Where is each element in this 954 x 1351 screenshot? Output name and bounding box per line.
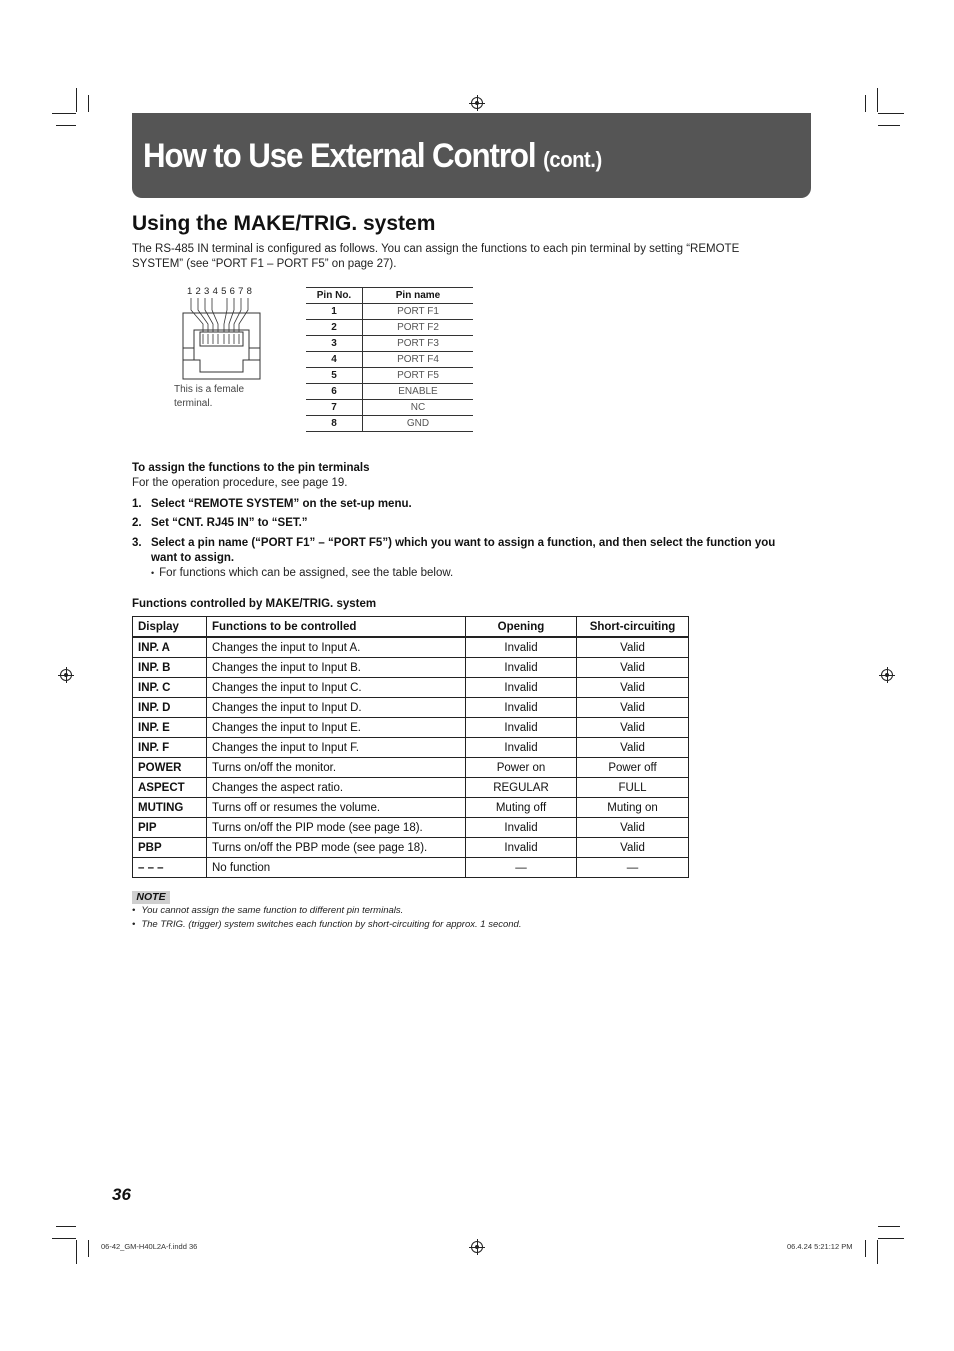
note-badge: NOTE [132,891,170,904]
pin-number: 5 [306,368,363,384]
table-row [133,838,689,858]
step-text: want to assign. [151,552,235,564]
registration-mark-icon [60,669,72,681]
function-cell: Changes the input to Input E. [207,718,466,738]
crop-mark [76,88,77,112]
opening-cell: Invalid [466,838,577,858]
page-title-main: How to Use External Control [143,137,536,175]
table-row [133,658,689,678]
step-3 [132,536,822,566]
page-number: 36 [112,1185,131,1204]
short-circuit-cell: Valid [577,678,689,698]
table-row [306,304,473,320]
display-cell: POWER [133,758,207,778]
registration-mark-icon [471,97,483,109]
display-cell: PBP [133,838,207,858]
header-cell-function: Functions to be controlled [207,617,466,638]
function-cell: Turns on/off the PBP mode (see page 18). [207,838,466,858]
display-cell: INP. F [133,738,207,758]
crop-mark [56,1226,76,1227]
opening-cell: — [466,858,577,878]
function-cell: Changes the input to Input A. [207,637,466,658]
opening-cell: Invalid [466,818,577,838]
pin-name: PORT F4 [363,352,474,368]
crop-mark [52,113,76,114]
table-row [306,400,473,416]
short-circuit-cell: Valid [577,738,689,758]
crop-mark [877,88,878,112]
display-cell: PIP [133,818,207,838]
note-text: You cannot assign the same function to different pin terminals. [141,905,404,916]
step-number: 3. [132,537,142,549]
short-circuit-cell: Valid [577,838,689,858]
crop-mark [52,1238,76,1239]
pin-name: GND [363,416,474,432]
header-cell-display: Display [133,617,207,638]
function-cell: Turns off or resumes the volume. [207,798,466,818]
procedure-heading: To assign the functions to the pin terminals [132,462,370,474]
pin-number: 6 [306,384,363,400]
display-cell: – – – [133,858,207,878]
pin-number: 2 [306,320,363,336]
pin-name: PORT F5 [363,368,474,384]
pin-table-header [306,288,473,304]
crop-mark [878,113,904,114]
table-row [306,336,473,352]
display-cell: INP. E [133,718,207,738]
crop-mark [878,125,900,126]
connector-note-line: This is a female [174,384,245,395]
step-text: Select “REMOTE SYSTEM” on the set-up menu. [151,498,412,510]
pin-name: PORT F1 [363,304,474,320]
note-text: The TRIG. (trigger) system switches each function by short-circuiting for approx. 1 second. [141,919,522,930]
table-row [306,368,473,384]
step-1 [132,497,812,512]
note-item [132,919,521,930]
table-row [306,352,473,368]
display-cell: INP. D [133,698,207,718]
crop-mark [76,1240,77,1264]
connector-pin-numbers: 1 2 3 4 5 6 7 8 [187,286,253,297]
functions-table-header [133,617,689,638]
short-circuit-cell: Valid [577,637,689,658]
display-cell: INP. C [133,678,207,698]
function-cell: Changes the input to Input B. [207,658,466,678]
pin-name: NC [363,400,474,416]
table-row [133,718,689,738]
table-row [133,798,689,818]
step-text: Select a pin name (“PORT F1” – “PORT F5”) which you want to assign a function, and then select the function you [151,537,776,549]
header-cell-short: Short-circuiting [577,617,689,638]
table-row [133,678,689,698]
table-row [133,818,689,838]
step-2 [132,516,812,531]
functions-table [132,616,689,878]
table-row [133,858,689,878]
short-circuit-cell: Valid [577,818,689,838]
table-row [306,320,473,336]
table-row [306,384,473,400]
header-cell-opening: Opening [466,617,577,638]
function-cell: Turns on/off the monitor. [207,758,466,778]
functions-table-body [133,637,689,878]
opening-cell: Invalid [466,738,577,758]
rj45-connector-icon [180,296,264,382]
crop-mark [56,125,76,126]
pin-table-header-cell: Pin name [363,288,474,304]
date-slug: 06.4.24 5:21:12 PM [787,1242,853,1251]
pin-name: PORT F2 [363,320,474,336]
display-cell: INP. B [133,658,207,678]
page-title-suffix: (cont.) [543,147,602,172]
table-row [133,738,689,758]
table-row [133,698,689,718]
pin-name: ENABLE [363,384,474,400]
function-cell: No function [207,858,466,878]
opening-cell: Invalid [466,698,577,718]
short-circuit-cell: Valid [577,698,689,718]
procedure-reference: For the operation procedure, see page 19. [132,477,348,489]
display-cell: INP. A [133,637,207,658]
short-circuit-cell: Power off [577,758,689,778]
crop-mark [878,1226,900,1227]
pin-number: 3 [306,336,363,352]
display-cell: MUTING [133,798,207,818]
crop-mark [88,95,89,112]
short-circuit-cell: — [577,858,689,878]
page-title [143,137,602,176]
functions-table-caption: Functions controlled by MAKE/TRIG. system [132,598,377,610]
pin-table-header-cell: Pin No. [306,288,363,304]
crop-mark [865,1240,866,1257]
bullet-icon: • [132,919,136,930]
pin-name: PORT F3 [363,336,474,352]
bullet-text: For functions which can be assigned, see the table below. [159,567,454,579]
opening-cell: Muting off [466,798,577,818]
pin-table [306,287,473,432]
opening-cell: Invalid [466,678,577,698]
title-banner [132,113,811,198]
table-row [133,778,689,798]
intro-line: The RS-485 IN terminal is configured as follows. You can assign the functions to each pin terminal by setting “REMOTE [132,243,740,255]
short-circuit-cell: Valid [577,718,689,738]
bullet-icon: • [151,568,155,578]
crop-mark [865,95,866,112]
table-row [133,637,689,658]
step-number: 2. [132,517,142,529]
short-circuit-cell: Valid [577,658,689,678]
function-cell: Changes the input to Input F. [207,738,466,758]
step-number: 1. [132,498,142,510]
opening-cell: REGULAR [466,778,577,798]
step-bullet [151,567,453,579]
function-cell: Changes the aspect ratio. [207,778,466,798]
registration-mark-icon [881,669,893,681]
crop-mark [88,1240,89,1257]
step-text: Set “CNT. RJ45 IN” to “SET.” [151,517,308,529]
short-circuit-cell: Muting on [577,798,689,818]
note-item [132,905,403,916]
intro-paragraph [132,242,792,272]
pin-number: 8 [306,416,363,432]
bullet-icon: • [132,905,136,916]
table-row [133,758,689,778]
function-cell: Turns on/off the PIP mode (see page 18). [207,818,466,838]
crop-mark [877,1240,878,1264]
pin-number: 4 [306,352,363,368]
connector-note-line: terminal. [174,398,213,409]
crop-mark [878,1238,904,1239]
opening-cell: Invalid [466,718,577,738]
section-heading: Using the MAKE/TRIG. system [132,212,436,235]
file-slug: 06-42_GM-H40L2A-f.indd 36 [101,1242,198,1251]
opening-cell: Invalid [466,637,577,658]
function-cell: Changes the input to Input C. [207,678,466,698]
registration-mark-icon [471,1241,483,1253]
connector-note [174,383,264,411]
short-circuit-cell: FULL [577,778,689,798]
function-cell: Changes the input to Input D. [207,698,466,718]
pin-number: 7 [306,400,363,416]
display-cell: ASPECT [133,778,207,798]
opening-cell: Invalid [466,658,577,678]
pin-number: 1 [306,304,363,320]
table-row [306,416,473,432]
opening-cell: Power on [466,758,577,778]
intro-line: SYSTEM” (see “PORT F1 – PORT F5” on page 27). [132,258,397,270]
